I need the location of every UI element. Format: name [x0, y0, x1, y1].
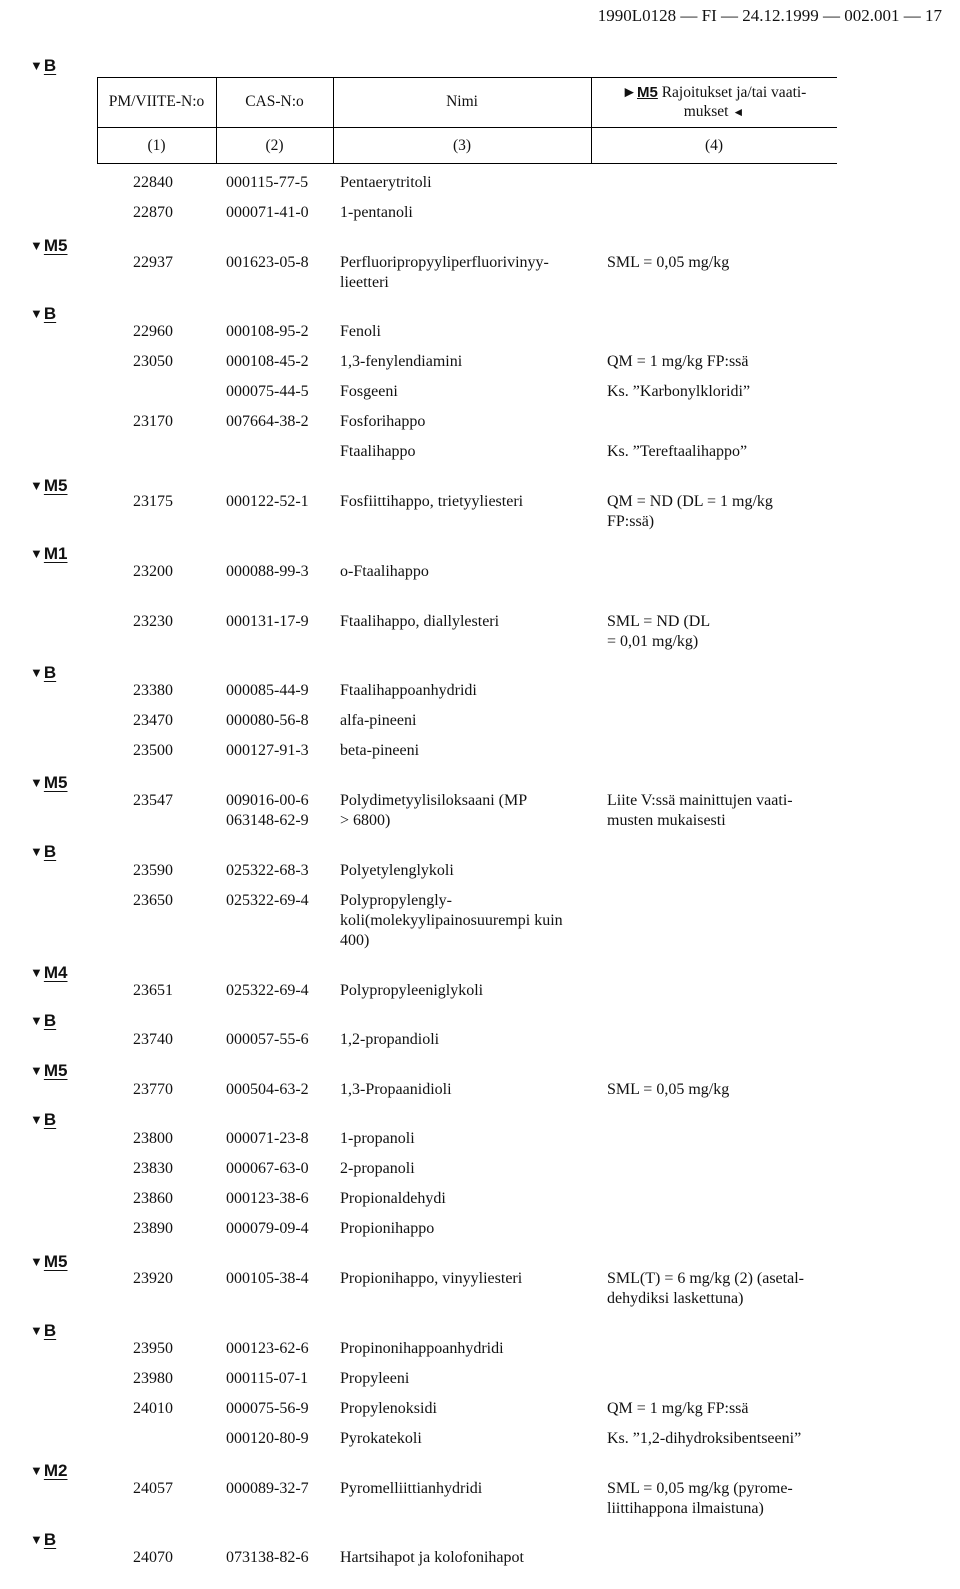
pm-cell: 22960 — [133, 323, 173, 340]
amendment-marker-label: M1 — [43, 544, 68, 563]
triangle-down-icon: ▼ — [30, 58, 43, 73]
cas-cell: 000108-45-2 — [226, 353, 309, 370]
amendment-marker-label: B — [43, 1321, 57, 1340]
cas-cell: 000127-91-3 — [226, 742, 309, 759]
restriction-cell: SML = ND (DL = 0,01 mg/kg) — [607, 613, 711, 650]
cas-cell: 000075-56-9 — [226, 1400, 309, 1417]
name-cell: Propyleeni — [340, 1370, 410, 1387]
cas-cell: 007664-38-2 — [226, 413, 309, 430]
pm-cell: 23651 — [133, 982, 173, 999]
restriction-cell: QM = 1 mg/kg FP:ssä — [607, 353, 749, 370]
col-header-restrictions-line1: Rajoitukset ja/tai vaati- — [661, 84, 807, 101]
name-cell: Ftaalihappo — [340, 443, 416, 460]
triangle-down-icon: ▼ — [30, 1112, 43, 1127]
amendment-marker — [30, 663, 56, 683]
col-number-1: (1) — [147, 137, 166, 154]
pm-cell: 23175 — [133, 493, 173, 510]
amendment-marker-label: M5 — [43, 236, 68, 255]
name-cell: 1,3-fenylendiamini — [340, 353, 463, 370]
pm-cell: 23050 — [133, 353, 173, 370]
col-header-pm: PM/VIITE-N:o — [108, 93, 205, 110]
amendment-marker-label: B — [43, 1110, 57, 1129]
restriction-cell: Ks. ”Karbonylkloridi” — [607, 383, 751, 400]
amendment-marker — [30, 773, 68, 793]
document-header: 1990L0128 — FI — 24.12.1999 — 002.001 — 17 — [597, 6, 942, 25]
pm-cell: 23800 — [133, 1130, 173, 1147]
restriction-cell: QM = ND (DL = 1 mg/kg FP:ssä) — [607, 493, 773, 530]
pm-cell: 23547 — [133, 792, 173, 809]
cas-cell: 000089-32-7 — [226, 1480, 309, 1497]
triangle-down-icon: ▼ — [30, 306, 43, 321]
name-cell: 1-pentanoli — [340, 204, 413, 221]
pm-cell: 23470 — [133, 712, 173, 729]
cas-cell: 000071-41-0 — [226, 204, 309, 221]
amendment-marker-label: B — [43, 1011, 57, 1030]
rule-middle — [97, 127, 837, 128]
name-cell: Ftaalihappo, diallylesteri — [340, 613, 500, 630]
pm-cell: 24070 — [133, 1549, 173, 1566]
pm-cell: 24010 — [133, 1400, 173, 1417]
pm-cell: 22840 — [133, 174, 173, 191]
amendment-arrow-left: ◄ — [732, 105, 745, 119]
amendment-marker-label: M5 — [43, 1061, 68, 1080]
triangle-down-icon: ▼ — [30, 238, 43, 253]
rule-bottom — [97, 163, 837, 164]
pm-cell: 23770 — [133, 1081, 173, 1098]
amendment-marker — [30, 1461, 68, 1481]
triangle-down-icon: ▼ — [30, 844, 43, 859]
amendment-marker — [30, 1110, 56, 1130]
pm-cell: 23380 — [133, 682, 173, 699]
triangle-down-icon: ▼ — [30, 478, 43, 493]
cas-cell: 025322-69-4 — [226, 892, 309, 909]
pm-cell: 23980 — [133, 1370, 173, 1387]
pm-cell: 23230 — [133, 613, 173, 630]
amendment-marker — [30, 1061, 68, 1081]
name-cell: Propionihappo — [340, 1220, 435, 1237]
triangle-down-icon: ▼ — [30, 546, 43, 561]
name-cell: Propionihappo, vinyyliesteri — [340, 1270, 523, 1287]
name-cell: Polypropyleeniglykoli — [340, 982, 484, 999]
cas-cell: 000105-38-4 — [226, 1270, 309, 1287]
amendment-marker — [30, 842, 56, 862]
amendment-marker — [30, 304, 56, 324]
name-cell: Propionaldehydi — [340, 1190, 446, 1207]
triangle-down-icon: ▼ — [30, 1063, 43, 1078]
name-cell: 1-propanoli — [340, 1130, 415, 1147]
name-cell: 1,2-propandioli — [340, 1031, 440, 1048]
name-cell: Pyrokatekoli — [340, 1430, 422, 1447]
cas-cell: 000122-52-1 — [226, 493, 309, 510]
amendment-marker — [30, 963, 68, 983]
amendment-marker-label: B — [43, 1530, 57, 1549]
cas-cell: 000080-56-8 — [226, 712, 309, 729]
pm-cell: 23950 — [133, 1340, 173, 1357]
name-cell: Polydimetyylisiloksaani (MP > 6800) — [340, 792, 528, 829]
cas-cell: 000071-23-8 — [226, 1130, 309, 1147]
pm-cell: 23170 — [133, 413, 173, 430]
col-header-name: Nimi — [446, 93, 478, 110]
col-number-3: (3) — [452, 137, 472, 154]
pm-cell: 23650 — [133, 892, 173, 909]
pm-cell: 23500 — [133, 742, 173, 759]
name-cell: Propylenoksidi — [340, 1400, 437, 1417]
name-cell: Fosfiittihappo, trietyyliesteri — [340, 493, 524, 510]
restriction-cell: SML(T) = 6 mg/kg (2) (asetal- dehydiksi laskettuna) — [607, 1270, 804, 1307]
cas-cell: 000085-44-9 — [226, 682, 309, 699]
cas-cell: 000120-80-9 — [226, 1430, 309, 1447]
col-number-4: (4) — [704, 137, 724, 154]
cas-cell: 025322-68-3 — [226, 862, 309, 879]
name-cell: Fenoli — [340, 323, 381, 340]
name-cell: Pyromelliittianhydridi — [340, 1480, 483, 1497]
restriction-cell: Ks. ”Tereftaalihappo” — [607, 443, 748, 460]
name-cell: Hartsihapot ja kolofonihapot — [340, 1549, 524, 1566]
name-cell: Fosgeeni — [340, 383, 398, 400]
cas-cell: 000079-09-4 — [226, 1220, 309, 1237]
pm-cell: 23740 — [133, 1031, 173, 1048]
pm-cell: 23590 — [133, 862, 173, 879]
cas-cell: 000504-63-2 — [226, 1081, 309, 1098]
pm-cell: 22870 — [133, 204, 173, 221]
pm-cell: 23860 — [133, 1190, 173, 1207]
restriction-cell: SML = 0,05 mg/kg (pyrome- liittihappona ilmaistuna) — [607, 1480, 793, 1517]
name-cell: alfa-pineeni — [340, 712, 417, 729]
cas-cell: 025322-69-4 — [226, 982, 309, 999]
triangle-down-icon: ▼ — [30, 965, 43, 980]
restriction-cell: SML = 0,05 mg/kg — [607, 1081, 730, 1098]
name-cell: Propinonihappoanhydridi — [340, 1340, 504, 1357]
restriction-cell: SML = 0,05 mg/kg — [607, 254, 730, 271]
cas-cell: 000131-17-9 — [226, 613, 309, 630]
amendment-arrow-right: ► — [621, 84, 637, 101]
amendment-marker-label: M5 — [43, 476, 68, 495]
col-header-restrictions — [591, 83, 837, 122]
cas-cell: 000123-38-6 — [226, 1190, 309, 1207]
cas-cell: 000115-77-5 — [226, 174, 309, 191]
pm-cell: 23890 — [133, 1220, 173, 1237]
triangle-down-icon: ▼ — [30, 1323, 43, 1338]
amendment-marker — [30, 1011, 56, 1031]
triangle-down-icon: ▼ — [30, 1532, 43, 1547]
amendment-marker — [30, 1530, 56, 1550]
amendment-marker — [30, 236, 68, 256]
amendment-marker — [30, 476, 68, 496]
name-cell: 2-propanoli — [340, 1160, 415, 1177]
restriction-cell: QM = 1 mg/kg FP:ssä — [607, 1400, 749, 1417]
restriction-cell: Ks. ”1,2-dihydroksibentseeni” — [607, 1430, 802, 1447]
triangle-down-icon: ▼ — [30, 665, 43, 680]
cas-cell: 000057-55-6 — [226, 1031, 309, 1048]
amendment-tag: M5 — [637, 84, 658, 101]
cas-cell: 000088-99-3 — [226, 563, 309, 580]
name-cell: Ftaalihappoanhydridi — [340, 682, 477, 699]
triangle-down-icon: ▼ — [30, 1254, 43, 1269]
name-cell: Pentaerytritoli — [340, 174, 432, 191]
pm-cell: 22937 — [133, 254, 173, 271]
amendment-marker — [30, 1321, 56, 1341]
triangle-down-icon: ▼ — [30, 775, 43, 790]
name-cell: 1,3-Propaanidioli — [340, 1081, 452, 1098]
cas-cell: 009016-00-6 063148-62-9 — [226, 792, 309, 829]
amendment-marker-label: M4 — [43, 963, 68, 982]
restriction-cell: Liite V:ssä mainittujen vaati- musten mukaisesti — [607, 792, 793, 829]
rule-top — [97, 77, 837, 78]
cas-cell: 000123-62-6 — [226, 1340, 309, 1357]
amendment-marker-label: B — [43, 663, 57, 682]
amendment-marker — [30, 544, 68, 564]
col-header-cas: CAS-N:o — [245, 93, 304, 110]
cas-cell: 001623-05-8 — [226, 254, 309, 271]
amendment-marker-label: M2 — [43, 1461, 68, 1480]
pm-cell: 23830 — [133, 1160, 173, 1177]
cas-cell: 073138-82-6 — [226, 1549, 309, 1566]
amendment-marker — [30, 1252, 68, 1272]
amendment-marker — [30, 56, 56, 76]
name-cell: Perfluoripropyyliperfluorivinyy- lieetteri — [340, 254, 549, 291]
name-cell: Polyetylenglykoli — [340, 862, 454, 879]
pm-cell: 23200 — [133, 563, 173, 580]
cas-cell: 000075-44-5 — [226, 383, 309, 400]
name-cell: o-Ftaalihappo — [340, 563, 429, 580]
cas-cell: 000108-95-2 — [226, 323, 309, 340]
amendment-marker-label: B — [43, 304, 57, 323]
pm-cell: 23920 — [133, 1270, 173, 1287]
col-number-2: (2) — [265, 137, 284, 154]
triangle-down-icon: ▼ — [30, 1013, 43, 1028]
name-cell: Polypropylengly- koli(molekyylipainosuurempi kuin 400) — [340, 892, 563, 949]
col-header-restrictions-line2: mukset — [683, 103, 729, 120]
cas-cell: 000115-07-1 — [226, 1370, 309, 1387]
triangle-down-icon: ▼ — [30, 1463, 43, 1478]
amendment-marker-label: M5 — [43, 1252, 68, 1271]
name-cell: Fosforihappo — [340, 413, 426, 430]
amendment-marker-label: B — [43, 56, 57, 75]
amendment-marker-label: B — [43, 842, 57, 861]
amendment-marker-label: M5 — [43, 773, 68, 792]
cas-cell: 000067-63-0 — [226, 1160, 309, 1177]
pm-cell: 24057 — [133, 1480, 173, 1497]
name-cell: beta-pineeni — [340, 742, 420, 759]
